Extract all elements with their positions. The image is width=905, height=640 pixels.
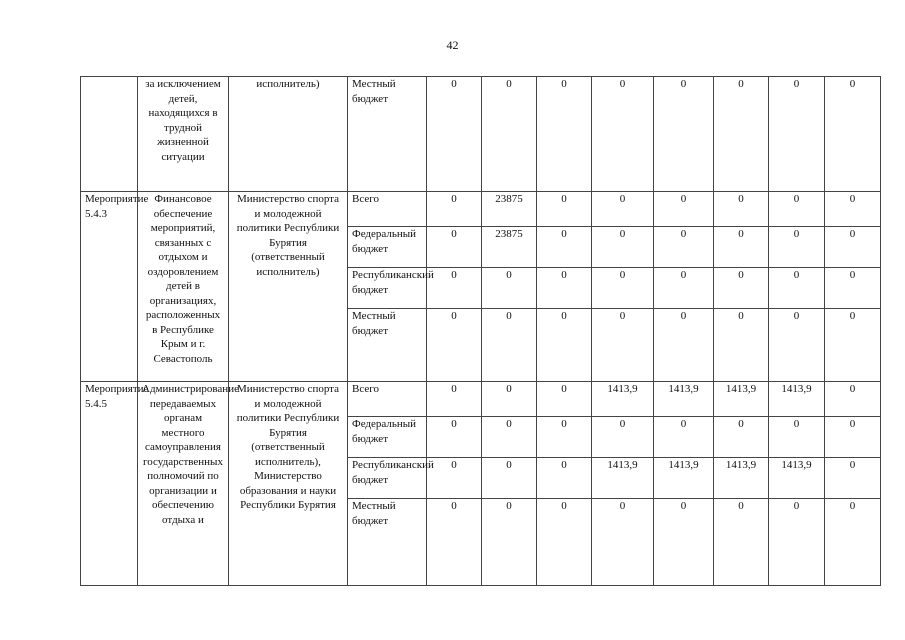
value-cell: 0 (537, 382, 592, 417)
table-body (81, 77, 881, 586)
value-cell: 1413,9 (714, 458, 769, 499)
value-cell: 0 (714, 499, 769, 586)
value-cell: 0 (427, 499, 482, 586)
value-cell: 0 (427, 192, 482, 227)
value-cell: 0 (592, 417, 654, 458)
value-cell: 0 (769, 499, 825, 586)
value-cell: 0 (825, 458, 881, 499)
budget-table (80, 76, 881, 586)
funding-source: Местный бюджет (348, 77, 427, 192)
activity-name: за исключением детей, находящихся в трудной жизненной ситуации (138, 77, 229, 192)
responsible-executor: Министерство спорта и молодежной политики Республики Бурятия (ответственный исполнитель) (229, 192, 348, 382)
value-cell: 0 (714, 227, 769, 268)
value-cell: 0 (482, 499, 537, 586)
value-cell: 0 (769, 77, 825, 192)
activity-name: Администрирование передаваемых органам местного самоуправления государственных полномочий по организации и обеспечению отдыха и (138, 382, 229, 586)
value-cell: 0 (482, 417, 537, 458)
funding-source: Республиканский бюджет (348, 458, 427, 499)
value-cell: 0 (714, 309, 769, 382)
table-row (81, 77, 881, 192)
value-cell: 0 (427, 417, 482, 458)
value-cell: 0 (592, 268, 654, 309)
value-cell: 0 (825, 382, 881, 417)
value-cell: 1413,9 (714, 382, 769, 417)
value-cell: 0 (592, 227, 654, 268)
value-cell: 0 (537, 499, 592, 586)
value-cell: 0 (537, 458, 592, 499)
value-cell: 0 (825, 499, 881, 586)
value-cell: 0 (482, 458, 537, 499)
value-cell: 0 (537, 192, 592, 227)
activity-code: Мероприятие 5.4.5 (81, 382, 138, 586)
value-cell: 0 (769, 227, 825, 268)
value-cell: 0 (482, 268, 537, 309)
value-cell: 0 (537, 77, 592, 192)
funding-source: Всего (348, 382, 427, 417)
table-row (81, 382, 881, 417)
value-cell: 0 (654, 77, 714, 192)
activity-code (81, 77, 138, 192)
value-cell: 0 (654, 192, 714, 227)
funding-source: Всего (348, 192, 427, 227)
value-cell: 0 (714, 192, 769, 227)
value-cell: 0 (654, 417, 714, 458)
value-cell: 0 (825, 192, 881, 227)
value-cell: 0 (714, 77, 769, 192)
value-cell: 0 (654, 499, 714, 586)
value-cell: 0 (714, 268, 769, 309)
value-cell: 0 (537, 309, 592, 382)
value-cell: 0 (427, 309, 482, 382)
responsible-executor: исполнитель) (229, 77, 348, 192)
value-cell: 0 (537, 227, 592, 268)
value-cell: 0 (769, 309, 825, 382)
value-cell: 0 (427, 458, 482, 499)
page-number: 42 (446, 38, 459, 52)
value-cell: 0 (592, 77, 654, 192)
value-cell: 0 (825, 417, 881, 458)
value-cell: 0 (654, 268, 714, 309)
value-cell: 0 (714, 417, 769, 458)
value-cell: 23875 (482, 227, 537, 268)
value-cell: 0 (592, 192, 654, 227)
value-cell: 0 (482, 382, 537, 417)
value-cell: 1413,9 (654, 382, 714, 417)
value-cell: 1413,9 (769, 382, 825, 417)
value-cell: 0 (592, 309, 654, 382)
value-cell: 1413,9 (592, 458, 654, 499)
funding-source: Республиканский бюджет (348, 268, 427, 309)
value-cell: 1413,9 (654, 458, 714, 499)
responsible-executor: Министерство спорта и молодежной политики Республики Бурятия (ответственный исполнитель), Министерство образования и науки Республики Бурятия (229, 382, 348, 586)
value-cell: 0 (825, 268, 881, 309)
value-cell: 0 (769, 192, 825, 227)
value-cell: 0 (592, 499, 654, 586)
funding-source: Федеральный бюджет (348, 417, 427, 458)
funding-source: Федеральный бюджет (348, 227, 427, 268)
activity-name: Финансовое обеспечение мероприятий, связанных с отдыхом и оздоровлением детей в организациях, расположенных в Республике Крым и г. Севастополь (138, 192, 229, 382)
value-cell: 0 (537, 417, 592, 458)
value-cell: 0 (825, 77, 881, 192)
value-cell: 0 (825, 227, 881, 268)
value-cell: 0 (654, 309, 714, 382)
value-cell: 0 (427, 227, 482, 268)
value-cell: 1413,9 (592, 382, 654, 417)
value-cell: 0 (427, 268, 482, 309)
funding-source: Местный бюджет (348, 499, 427, 586)
funding-source: Местный бюджет (348, 309, 427, 382)
value-cell: 0 (654, 227, 714, 268)
value-cell: 0 (427, 382, 482, 417)
value-cell: 0 (825, 309, 881, 382)
value-cell: 0 (482, 77, 537, 192)
value-cell: 0 (537, 268, 592, 309)
table-row (81, 192, 881, 227)
value-cell: 0 (427, 77, 482, 192)
value-cell: 0 (482, 309, 537, 382)
activity-code: Мероприятие 5.4.3 (81, 192, 138, 382)
value-cell: 0 (769, 268, 825, 309)
value-cell: 0 (769, 417, 825, 458)
value-cell: 23875 (482, 192, 537, 227)
value-cell: 1413,9 (769, 458, 825, 499)
